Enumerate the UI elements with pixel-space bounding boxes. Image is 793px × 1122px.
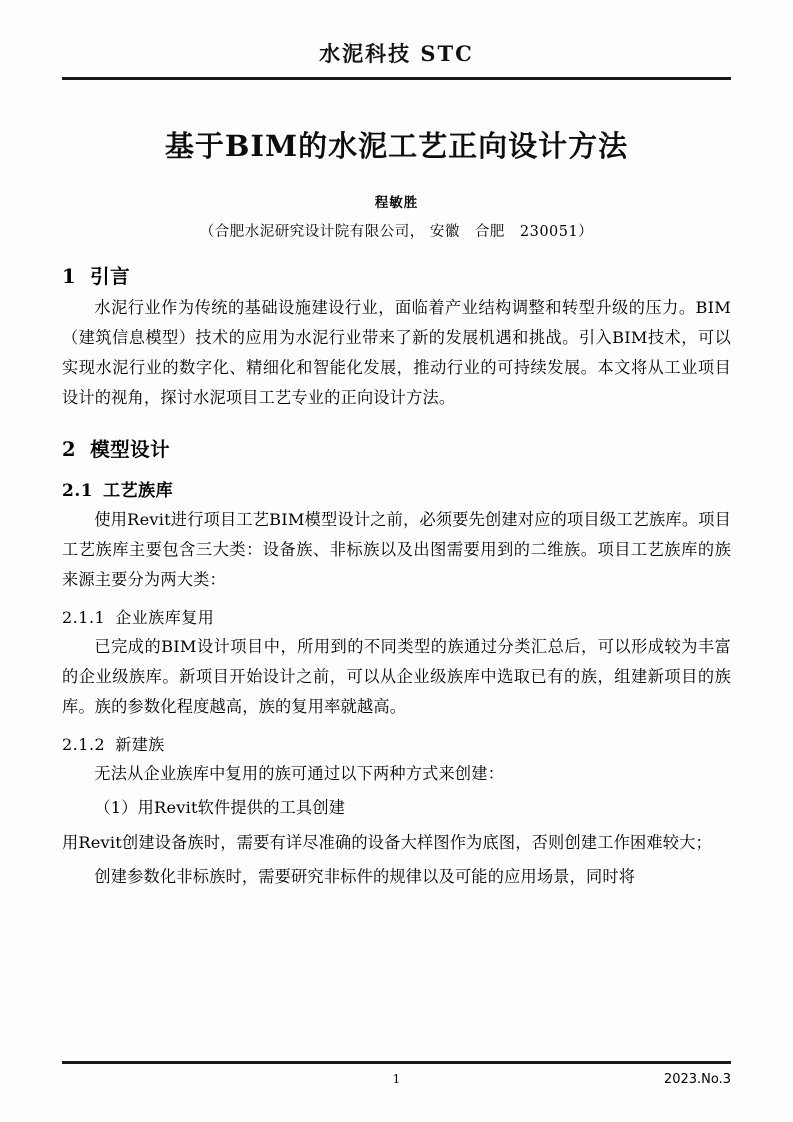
subsection-number-2-1: 2.1 (62, 480, 94, 501)
subsubsection-2-1-2-paragraph-2: （1）用Revit软件提供的工具创建 (94, 798, 346, 818)
author-affiliation: （合肥水泥研究设计院有限公司， 安徽 合肥 230051） (199, 224, 594, 240)
section-heading-1 (62, 261, 731, 289)
section-number-1: 1 (62, 265, 77, 288)
section-number-2: 2 (62, 437, 77, 461)
page-header (62, 0, 731, 80)
journal-title: 水泥科技 STC (319, 41, 474, 66)
page-number: 1 (392, 1072, 401, 1086)
subsubsection-title-2-1-2: 新建族 (115, 735, 165, 755)
subsubsection-2-1-2-paragraph-3: 用Revit创建设备族时，需要有详尽准确的设备大样图作为底图，否则创建工作困难较大； (62, 832, 712, 852)
section-title-2: 模型设计 (90, 437, 171, 461)
section-title-1: 引言 (90, 265, 131, 288)
subsubsection-heading-2-1-2 (62, 732, 731, 755)
subsection-heading-2-1 (62, 476, 731, 501)
subsubsection-title-2-1-1: 企业族库复用 (115, 607, 215, 627)
header-divider (62, 77, 731, 80)
subsection-2-1-paragraph-1: 使用Revit进行项目工艺BIM模型设计之前，必须要先创建对应的项目级工艺族库。项目工艺族库主要包含三大类：设备族、非标族以及出图需要用到的二维族。项目工艺族库的族来源主要分为两大类： (62, 509, 731, 589)
subsection-title-2-1: 工艺族库 (103, 480, 174, 501)
section-1-paragraph-1: 水泥行业作为传统的基础设施建设行业，面临着产业结构调整和转型升级的压力。BIM（建筑信息模型）技术的应用为水泥行业带来了新的发展机遇和挑战。引入BIM技术，可以实现水泥行业的数字化、精细化和智能化发展，推动行业的可持续发展。本文将从工业项目设计的视角，探讨水泥项目工艺专业的正向设计方法。 (62, 298, 731, 408)
page-title: 基于BIM的水泥工艺正向设计方法 (164, 129, 629, 163)
subsubsection-2-1-2-paragraph-4: 创建参数化非标族时，需要研究非标件的规律以及可能的应用场景，同时将 (94, 866, 636, 886)
subsubsection-heading-2-1-1 (62, 605, 731, 628)
section-heading-2 (62, 434, 731, 462)
subsubsection-number-2-1-2: 2.1.2 (62, 735, 106, 755)
author-name: 程敏胜 (374, 195, 419, 211)
page-footer (62, 1072, 731, 1092)
footer-divider (62, 1061, 731, 1064)
subsubsection-number-2-1-1: 2.1.1 (62, 607, 106, 627)
issue-label: 2023.No.3 (663, 1072, 731, 1087)
subsubsection-2-1-1-paragraph-1: 已完成的BIM设计项目中，所用到的不同类型的族通过分类汇总后，可以形成较为丰富的企业级族库。新项目开始设计之前，可以从企业级族库中选取已有的族，组建新项目的族库。族的参数化程度越高，族的复用率就越高。 (62, 636, 731, 717)
subsubsection-2-1-2-paragraph-1: 无法从企业族库中复用的族可通过以下两种方式来创建： (94, 764, 505, 784)
